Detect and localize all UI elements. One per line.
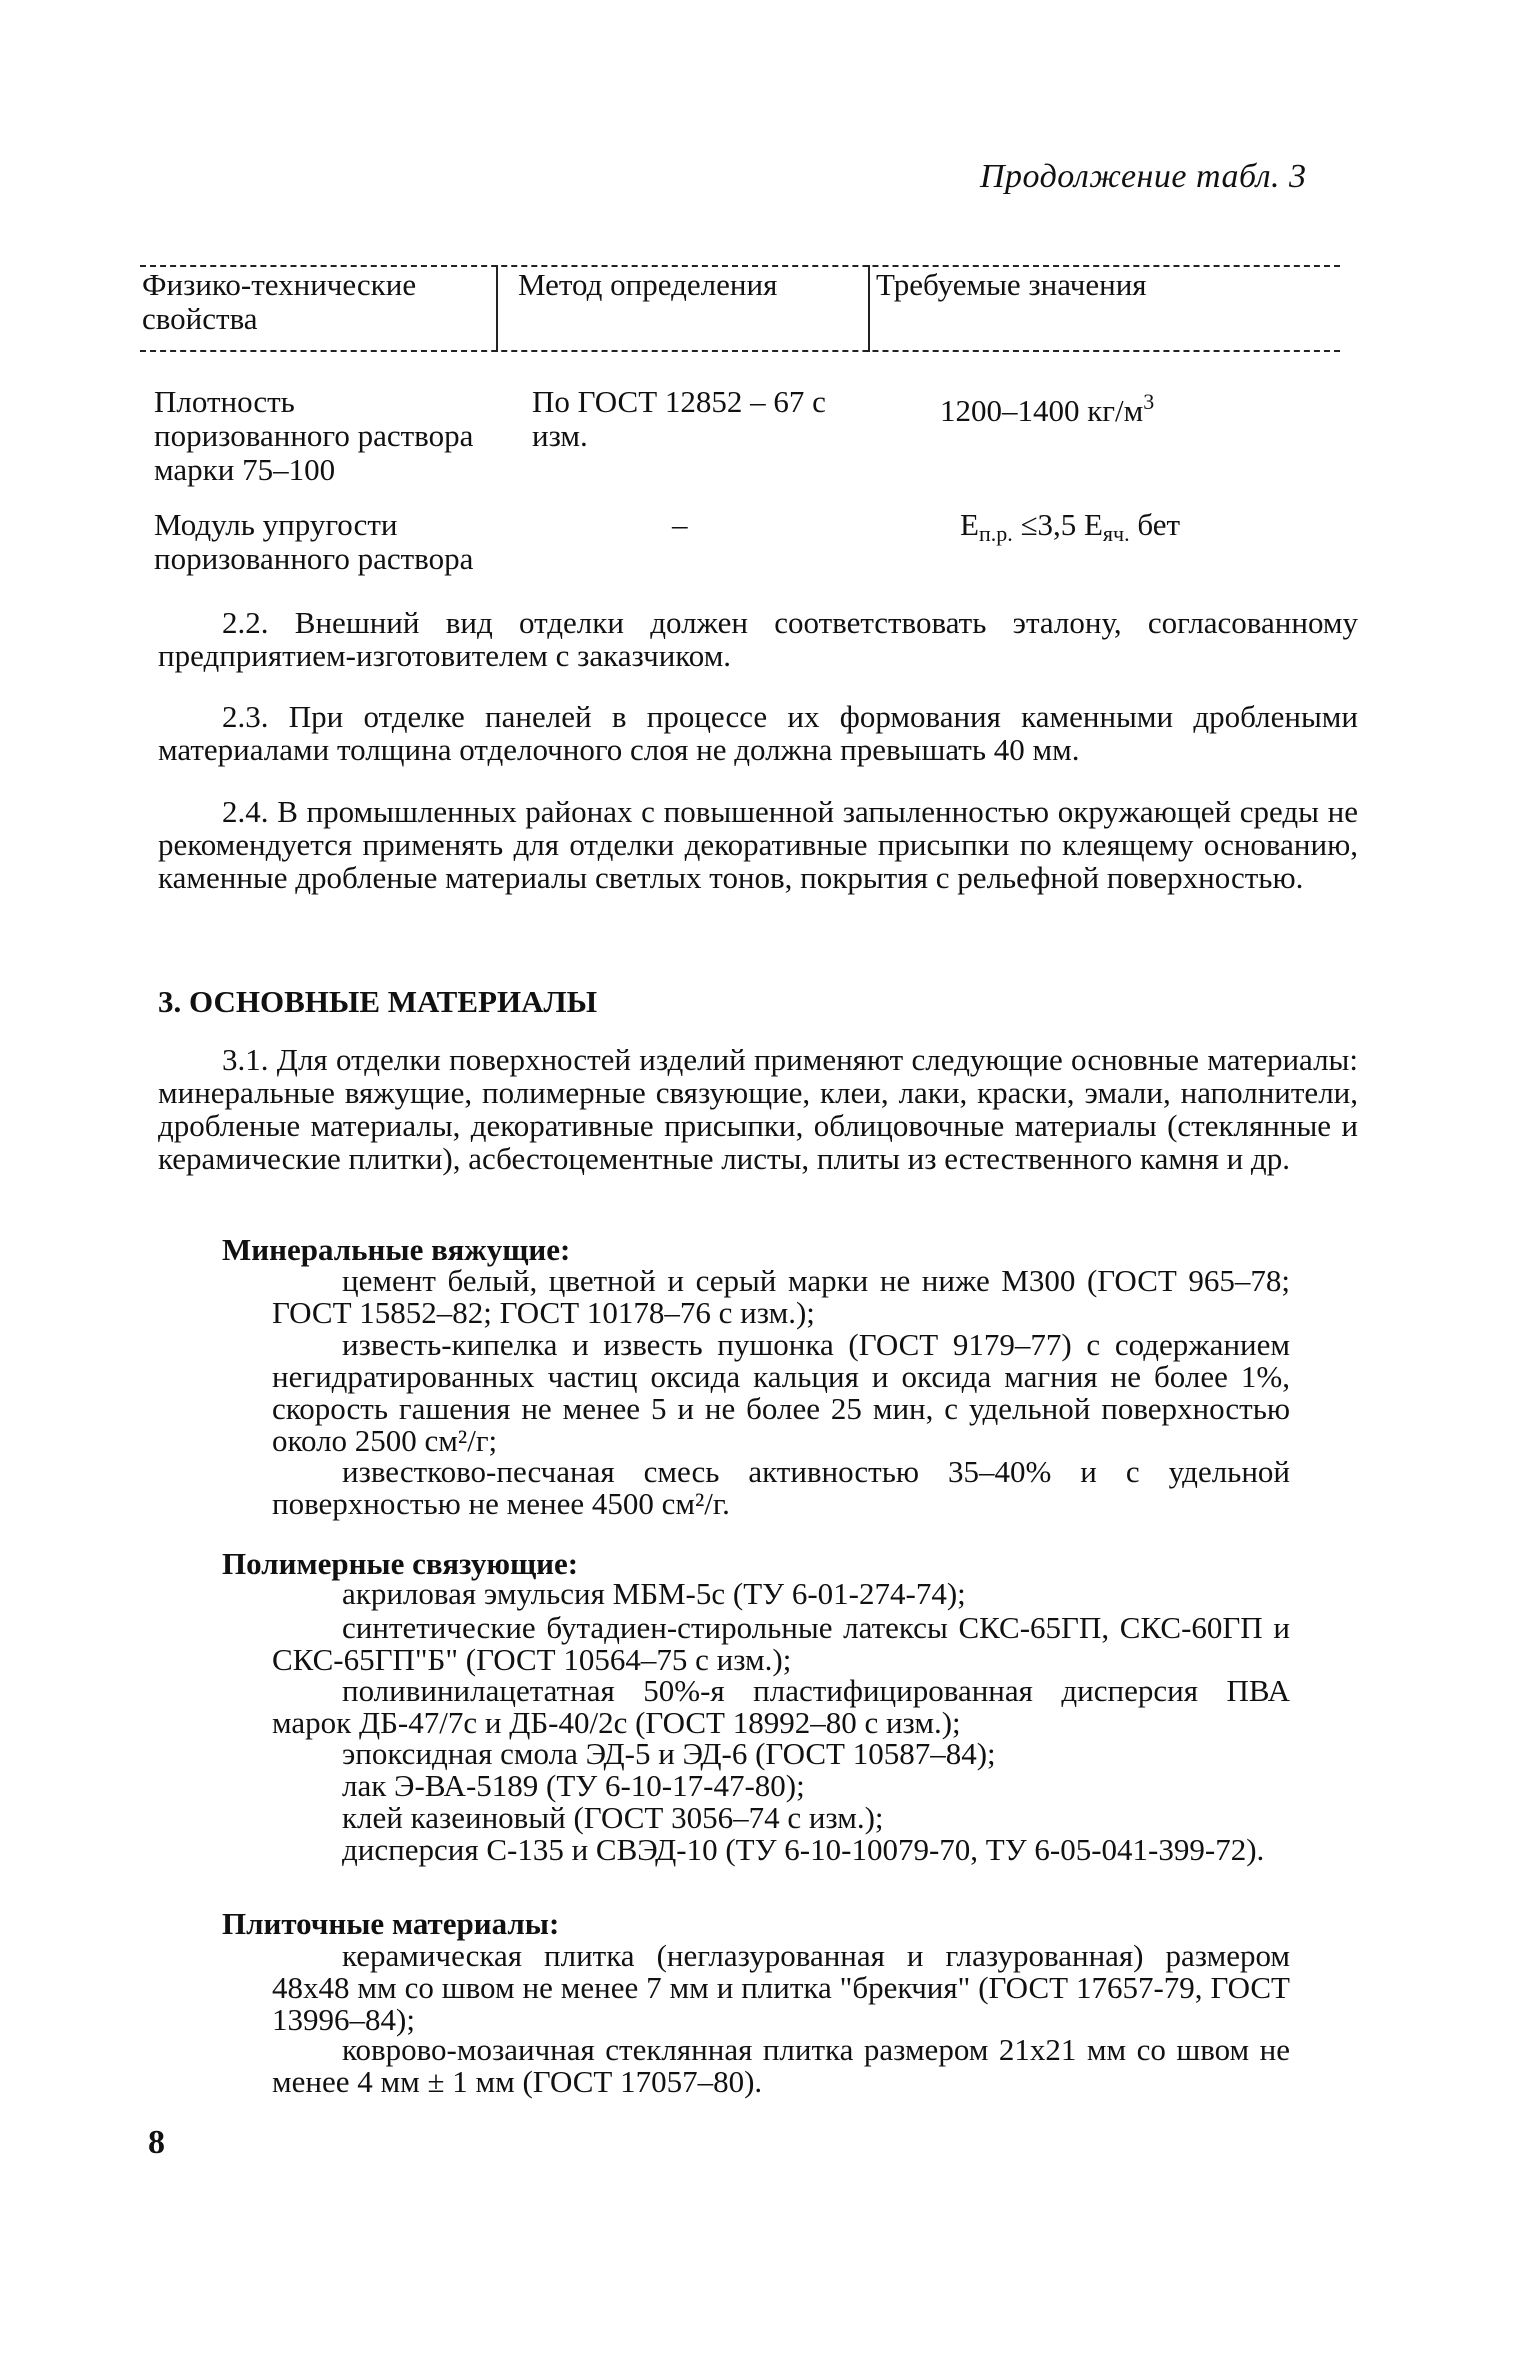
- polymer-item-4: эпоксидная смола ЭД-5 и ЭД-6 (ГОСТ 10587–84);: [342, 1736, 996, 1771]
- tile-item-1: керамическая плитка (неглазурованная и глазурованная) размером 48х48 мм со швом не менее 7 мм и плитка "брекчия" (ГОСТ 17657-79, ГОСТ 13996–84);: [272, 1938, 1290, 2037]
- table-row-2-value-sub2: яч.: [1102, 521, 1130, 546]
- polymer-item-7: дисперсия С-135 и СВЭД-10 (ТУ 6-10-10079-70, ТУ 6-05-041-399-72).: [342, 1832, 1265, 1867]
- table-header-method: Метод определения: [518, 267, 778, 302]
- polymer-item-1: акриловая эмульсия МБМ-5с (ТУ 6-01-274-74);: [342, 1576, 966, 1611]
- group-title-polymer-binders: Полимерные связующие:: [222, 1546, 579, 1581]
- paragraph-3-1: 3.1. Для отделки поверхностей изделий применяют следующие основные материалы: минеральные вяжущие, полимерные связующие, клеи, лаки, краски, эмали, наполнители, дробленые материалы, декоративные присыпки, облицовочные материалы (стеклянные и керамические плитки), асбестоцементные листы, плиты из естественного камня и др.: [158, 1042, 1358, 1176]
- table-row-1-method: По ГОСТ 12852 – 67 с изм.: [532, 384, 826, 453]
- table-row-1-value-text: 1200–1400 кг/м: [940, 393, 1144, 428]
- table-column-divider-1: [496, 265, 498, 352]
- mineral-item-3: известково-песчаная смесь активностью 35–40% и с удельной поверхностью не менее 4500 см²/г.: [272, 1454, 1290, 1521]
- polymer-item-3: поливинилацетатная 50%-я пластифицированная дисперсия ПВА марок ДБ-47/7с и ДБ-40/2с (ГОСТ 18992–80 с изм.);: [272, 1673, 1290, 1740]
- table-row-1-value-superscript: 3: [1143, 389, 1155, 414]
- table-row-2-property: Модуль упругости поризованного раствора: [154, 507, 474, 576]
- table-row-2-value: [960, 508, 1340, 551]
- table-continuation-title: Продолжение табл. 3: [980, 158, 1307, 195]
- table-header-values: Требуемые значения: [876, 267, 1147, 302]
- paragraph-2-4: 2.4. В промышленных районах с повышенной запыленностью окружающей среды не рекомендуется применять для отделки декоративные присыпки по клеящему основанию, каменные дробленые материалы светлых тонов, покрытия с рельефной поверхностью.: [158, 794, 1358, 895]
- table-row-1-value: [940, 385, 1320, 428]
- table-row-2-value-e1: Е: [960, 507, 979, 542]
- paragraph-2-2: 2.2. Внешний вид отделки должен соответствовать эталону, согласованному предприятием-изготовителем с заказчиком.: [158, 605, 1358, 673]
- page-number: 8: [148, 2124, 165, 2161]
- mineral-item-2: известь-кипелка и известь пушонка (ГОСТ 9179–77) с содержанием негидратированных частиц оксида кальция и оксида магния не более 1%, скорость гашения не менее 5 и не более 25 мин, с удельной поверхностью около 2500 см²/г;: [272, 1327, 1290, 1458]
- table-row-1-property: Плотность поризованного раствора марки 75–100: [154, 384, 474, 487]
- tile-item-2: коврово-мозаичная стеклянная плитка размером 21х21 мм со швом не менее 4 мм ± 1 мм (ГОСТ 17057–80).: [272, 2032, 1290, 2099]
- group-title-mineral-binders: Минеральные вяжущие:: [222, 1232, 571, 1267]
- polymer-item-6: клей казеиновый (ГОСТ 3056–74 с изм.);: [342, 1800, 884, 1835]
- table-column-divider-2: [868, 265, 870, 352]
- polymer-item-5: лак Э-ВА-5189 (ТУ 6-10-17-47-80);: [342, 1768, 805, 1803]
- section-3-heading: 3. ОСНОВНЫЕ МАТЕРИАЛЫ: [158, 984, 598, 1019]
- group-title-tile-materials: Плиточные материалы:: [222, 1906, 560, 1941]
- polymer-item-2: синтетические бутадиен-стирольные латексы СКС-65ГП, СКС-60ГП и СКС-65ГП"Б" (ГОСТ 10564–75 с изм.);: [272, 1610, 1290, 1677]
- paragraph-2-3: 2.3. При отделке панелей в процессе их формования каменными дроблеными материалами толщина отделочного слоя не должна превышать 40 мм.: [158, 699, 1358, 767]
- mineral-item-1: цемент белый, цветной и серый марки не ниже М300 (ГОСТ 965–78; ГОСТ 15852–82; ГОСТ 10178–76 с изм.);: [272, 1263, 1290, 1330]
- table-row-2-value-tail: бет: [1129, 507, 1181, 542]
- table-row-2-method: –: [672, 507, 688, 542]
- table-header-rule: [140, 350, 1340, 352]
- table-row-2-value-sub1: п.р.: [978, 521, 1013, 546]
- table-row-2-value-mid: ≤3,5 Е: [1012, 507, 1103, 542]
- table-header-properties: Физико-технические свойства: [142, 267, 417, 336]
